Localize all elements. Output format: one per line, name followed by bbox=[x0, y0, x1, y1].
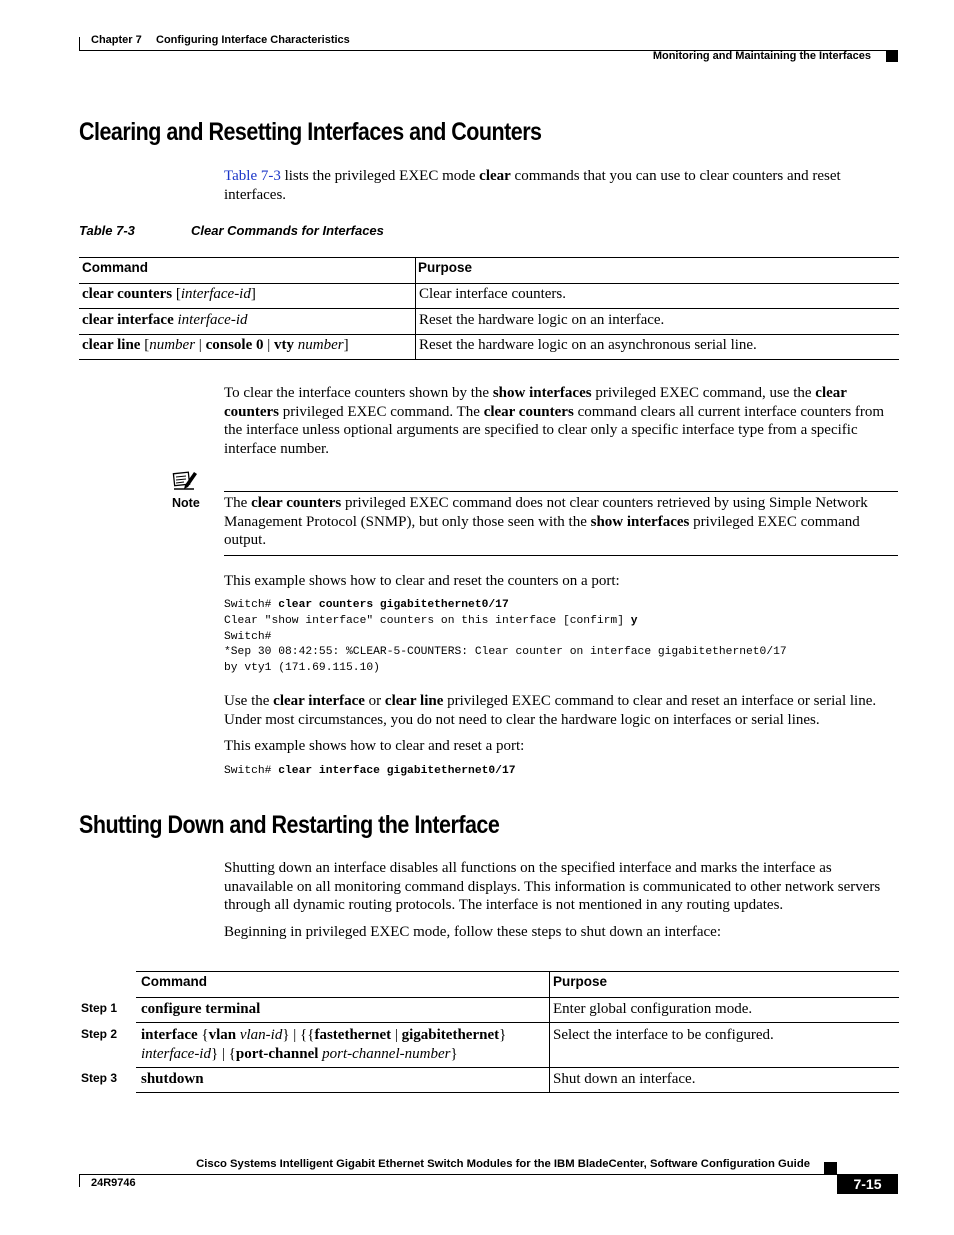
page-number-box bbox=[837, 1174, 898, 1194]
table-caption-number: Table 7-3 bbox=[79, 223, 135, 238]
intro-paragraph: Table 7-3 lists the privileged EXEC mode clear commands that you can use to clear counters and reset interfaces. bbox=[224, 168, 841, 203]
table-7-3-link[interactable]: Table 7-3 bbox=[224, 168, 281, 184]
chapter-number: Chapter 7 bbox=[91, 34, 142, 46]
footer-left-rule bbox=[79, 1174, 80, 1187]
note-pencil-icon bbox=[172, 469, 198, 491]
step-command: interface {vlan vlan-id} | {{fastethernet | gigabitethernet} interface-id} | {port-channel port-channel-number} bbox=[141, 1027, 507, 1062]
table-caption-title: Clear Commands for Interfaces bbox=[191, 223, 384, 238]
steps-header-purpose: Purpose bbox=[553, 974, 608, 989]
step-label: Step 2 bbox=[81, 1027, 118, 1041]
code-example-2: Switch# clear interface gigabitethernet0/17 bbox=[224, 765, 516, 777]
footer-marker-block bbox=[824, 1162, 837, 1175]
footer-doc-number: 24R9746 bbox=[91, 1177, 136, 1189]
table-row-command: clear interface interface-id bbox=[82, 312, 248, 328]
steps-header-command: Command bbox=[141, 974, 208, 989]
example1-intro: This example shows how to clear and reset the counters on a port: bbox=[224, 573, 620, 589]
note-bottom-rule bbox=[224, 555, 898, 556]
table-row-command: clear counters [interface-id] bbox=[82, 286, 256, 302]
note-top-rule bbox=[224, 491, 898, 492]
table-row-purpose: Reset the hardware logic on an interface. bbox=[419, 312, 665, 328]
table-header-purpose: Purpose bbox=[418, 260, 473, 275]
example2-intro: This example shows how to clear and reset a port: bbox=[224, 738, 525, 754]
note-text: The clear counters privileged EXEC command does not clear counters retrieved by using Simple Network Management Protocol (SNMP), but only those seen with the show interfaces privileged EXEC command output. bbox=[224, 495, 868, 548]
table-header-command: Command bbox=[82, 260, 149, 275]
header-left-rule bbox=[79, 37, 80, 50]
step-purpose: Shut down an interface. bbox=[553, 1071, 696, 1087]
clear-counters-paragraph: To clear the interface counters shown by the show interfaces privileged EXEC command, use the clear counters privileged EXEC command. The clear counters command clears all current interface counters from the interface unless optional arguments are specified to clear only a specific interface type from a specific interface number. bbox=[224, 385, 885, 457]
section-title-shutting-down: Shutting Down and Restarting the Interface bbox=[79, 811, 500, 839]
clear-interface-paragraph: Use the clear interface or clear line privileged EXEC command to clear and reset an interface or serial line. Under most circumstances, you do not need to clear the hardware logic on interfaces or serial lines. bbox=[224, 693, 877, 728]
section-title-clearing: Clearing and Resetting Interfaces and Counters bbox=[79, 118, 542, 146]
step-label: Step 1 bbox=[81, 1001, 118, 1015]
section-header: Monitoring and Maintaining the Interfaces bbox=[652, 50, 871, 62]
steps-intro: Beginning in privileged EXEC mode, follow these steps to shut down an interface: bbox=[224, 924, 721, 940]
step-command: shutdown bbox=[141, 1071, 204, 1087]
footer-rule bbox=[79, 1174, 837, 1175]
note-label: Note bbox=[172, 496, 200, 510]
table-row-purpose: Reset the hardware logic on an asynchronous serial line. bbox=[419, 337, 757, 353]
footer-guide-title: Cisco Systems Intelligent Gigabit Ethernet Switch Modules for the IBM BladeCenter, Software Configuration Guide bbox=[196, 1158, 810, 1170]
chapter-title: Configuring Interface Characteristics bbox=[156, 34, 350, 46]
table-row-purpose: Clear interface counters. bbox=[419, 286, 567, 302]
step-command: configure terminal bbox=[141, 1001, 261, 1017]
page-number: 7-15 bbox=[853, 1176, 882, 1192]
table-row-command: clear line [number | console 0 | vty number] bbox=[82, 337, 349, 353]
step-label: Step 3 bbox=[81, 1071, 118, 1085]
code-example-1: Switch# clear counters gigabitethernet0/17 Clear "show interface" counters on this interface [confirm] y Switch# *Sep 30 08:42:55: %CLEAR-5-COUNTERS: Clear counter on interface gigabitethernet0/17 by vty1 (171.69.115.10) bbox=[224, 599, 787, 675]
step-purpose: Select the interface to be configured. bbox=[553, 1027, 774, 1043]
header-marker-block bbox=[886, 51, 898, 62]
shutdown-paragraph: Shutting down an interface disables all functions on the specified interface and marks the interface as unavailable on all monitoring command displays. This information is communicated to other network servers through all dynamic routing protocols. The interface is not mentioned in any routing updates. bbox=[224, 860, 881, 913]
step-purpose: Enter global configuration mode. bbox=[553, 1001, 753, 1017]
